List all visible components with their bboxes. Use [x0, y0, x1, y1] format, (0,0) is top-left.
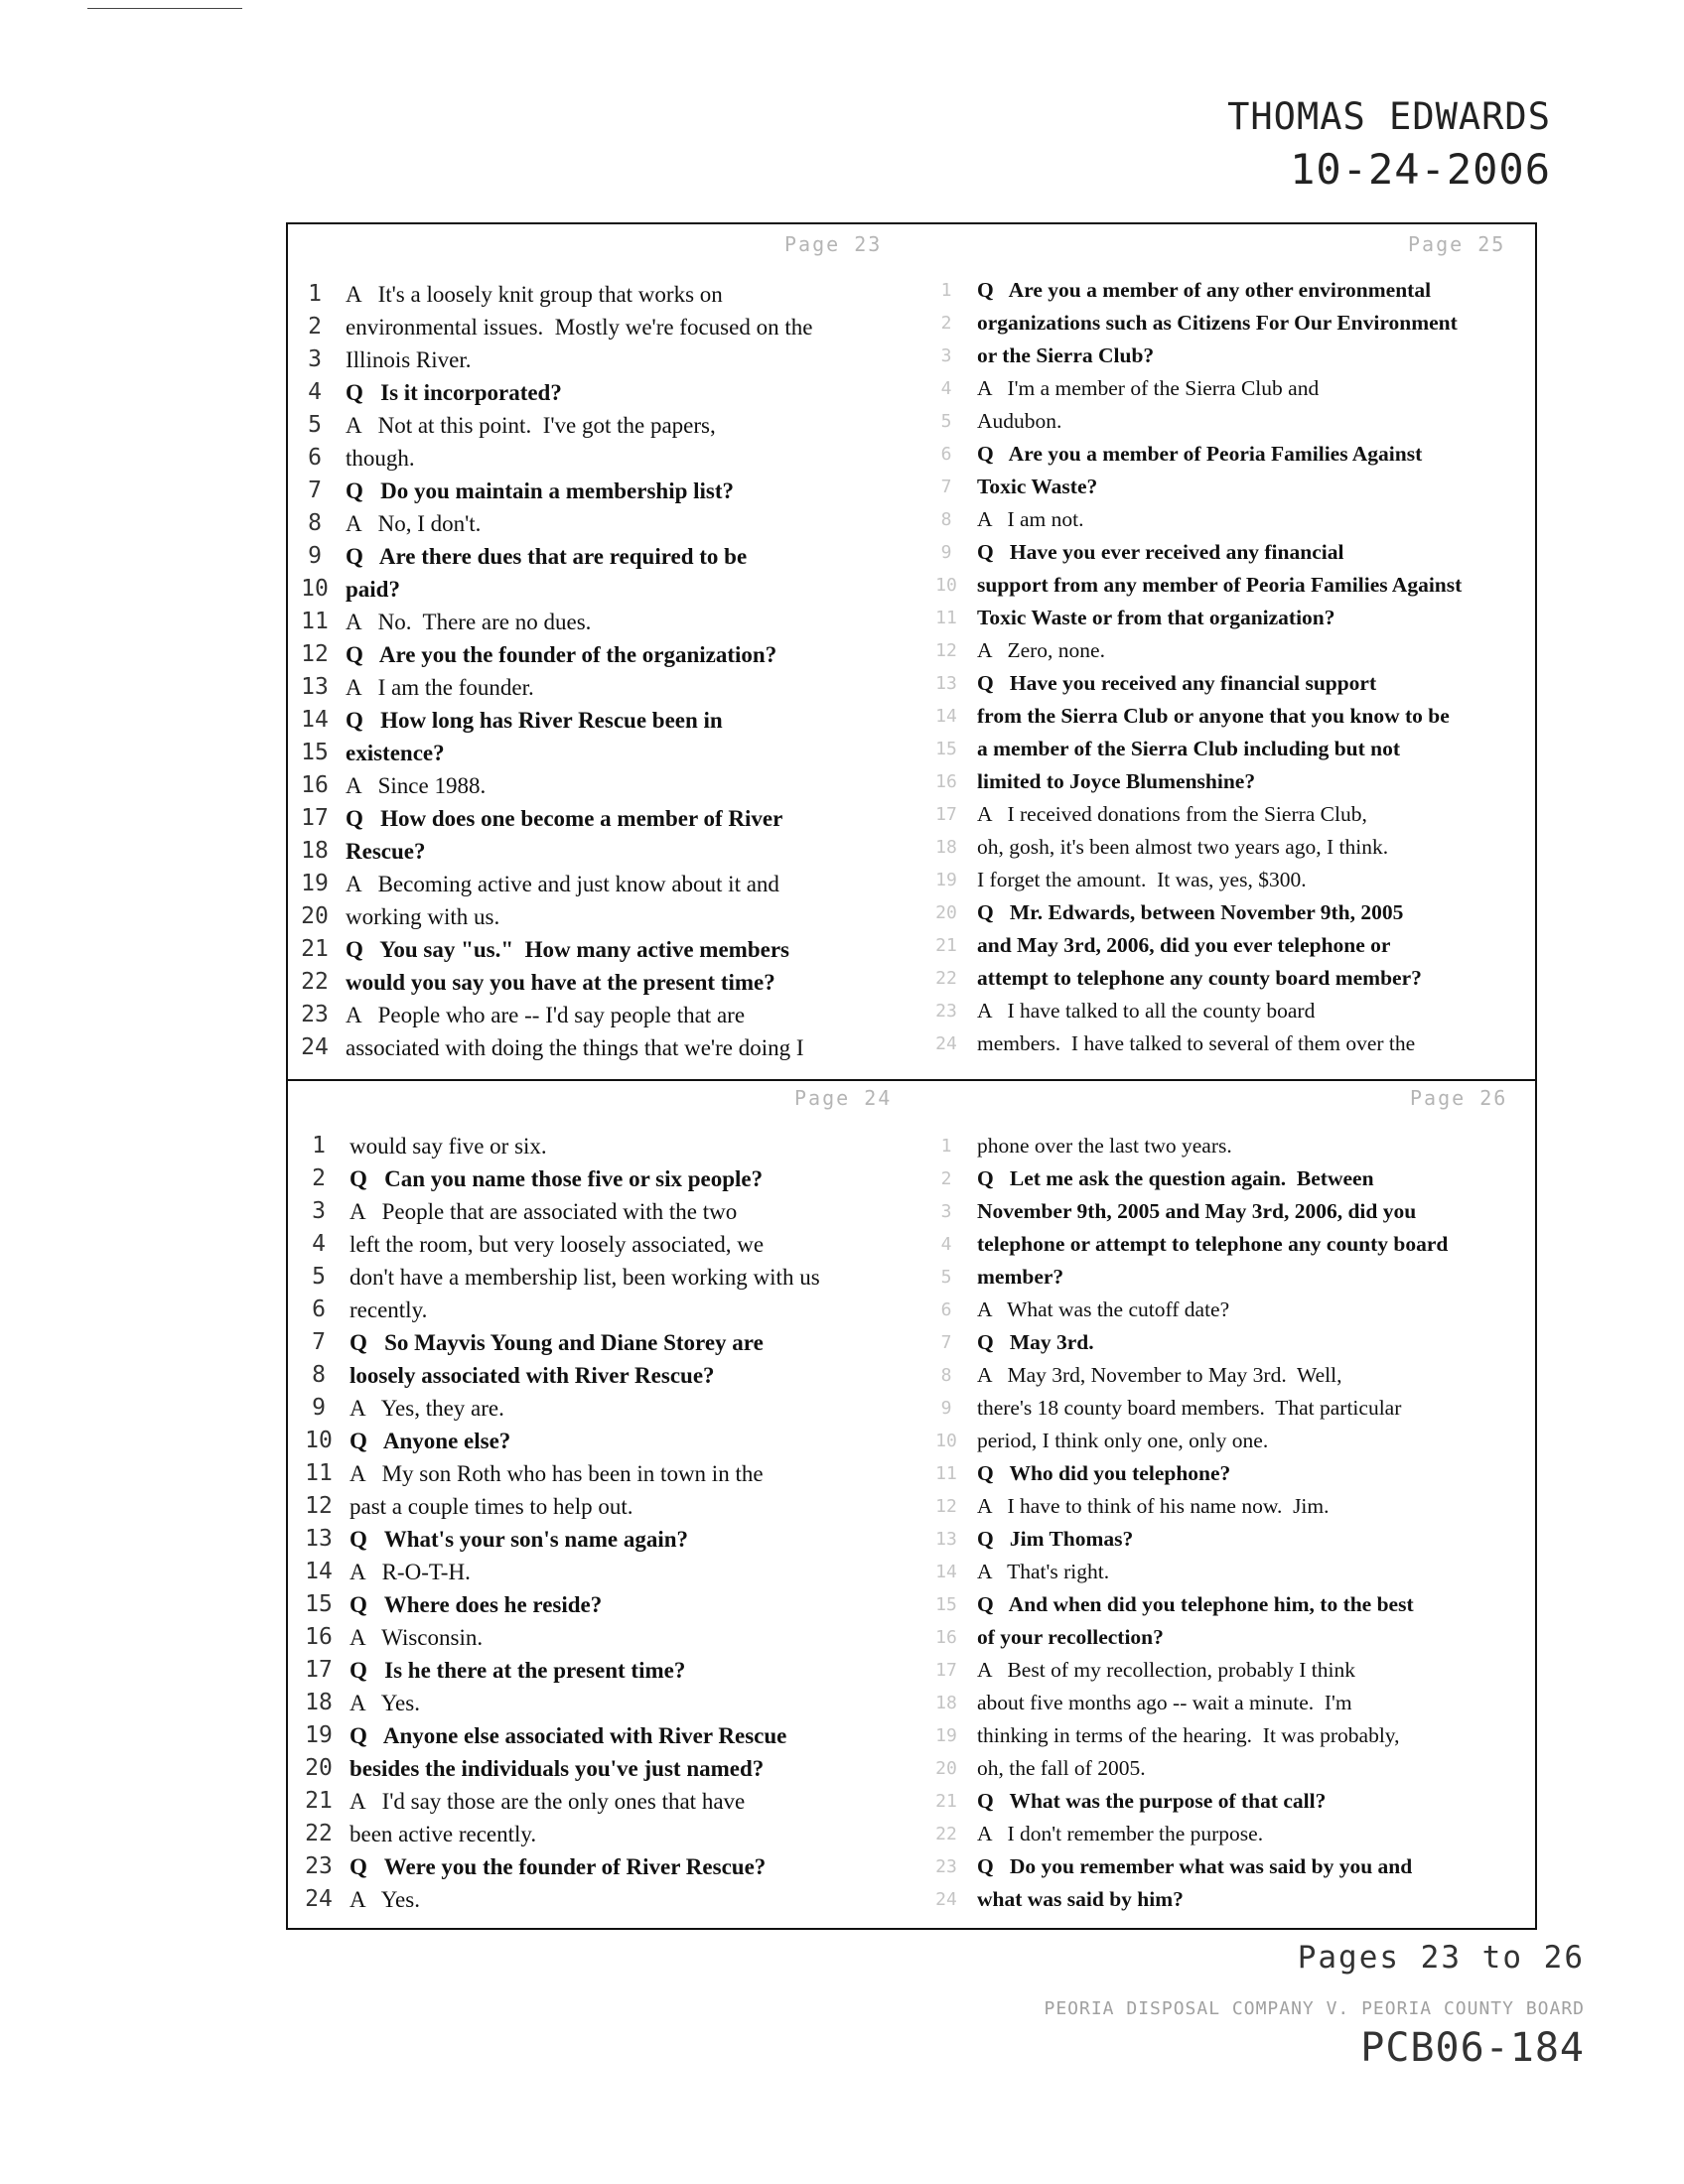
line-number: 23: [301, 1002, 329, 1027]
transcript-line: [925, 667, 1533, 700]
line-number: 10: [935, 575, 957, 596]
transcript-line: [294, 376, 929, 409]
line-number: 9: [940, 542, 952, 563]
question-text: Q Have you ever received any financial: [977, 540, 1344, 564]
answer-text: A Yes.: [350, 1691, 420, 1715]
line-number: 7: [308, 478, 322, 503]
question-text: Q Jim Thomas?: [977, 1527, 1134, 1551]
transcript-line: [925, 634, 1533, 667]
horizontal-divider: [286, 1079, 1537, 1081]
question-text: Q You say "us." How many active members: [346, 937, 789, 962]
transcript-line: [298, 1261, 929, 1294]
transcript-line: [298, 1162, 929, 1195]
line-number: 8: [940, 1365, 952, 1386]
line-number: 21: [935, 935, 957, 956]
question-text: Q Let me ask the question again. Between: [977, 1166, 1374, 1190]
line-number: 20: [935, 902, 957, 923]
question-text: besides the individuals you've just named?: [350, 1756, 765, 1781]
question-text: organizations such as Citizens For Our Environment: [977, 311, 1458, 335]
transcript-line: [925, 1228, 1533, 1261]
line-number: 10: [935, 1431, 957, 1451]
transcript-line: [294, 573, 929, 606]
question-text: Q Do you remember what was said by you and: [977, 1854, 1413, 1878]
transcript-line: [294, 606, 929, 638]
line-number: 15: [305, 1591, 333, 1617]
answer-text: environmental issues. Mostly we're focused on the: [346, 315, 813, 340]
transcript-line: [925, 1294, 1533, 1326]
transcript-line: [925, 1130, 1533, 1162]
question-text: what was said by him?: [977, 1887, 1184, 1911]
line-number: 21: [305, 1788, 333, 1814]
line-number: 12: [305, 1493, 333, 1519]
question-text: Q Where does he reside?: [350, 1592, 603, 1617]
line-number: 22: [301, 969, 329, 995]
transcript-line: [294, 311, 929, 343]
transcript-line: [925, 1359, 1533, 1392]
question-text: would you say you have at the present time?: [346, 970, 775, 995]
line-number: 4: [940, 378, 952, 399]
question-text: from the Sierra Club or anyone that you know to be: [977, 704, 1450, 728]
answer-text: about five months ago -- wait a minute. I'm: [977, 1691, 1352, 1714]
line-number: 18: [935, 837, 957, 858]
line-number: 9: [312, 1395, 326, 1421]
transcript-line: [925, 1588, 1533, 1621]
question-text: Q Who did you telephone?: [977, 1461, 1231, 1485]
answer-text: Illinois River.: [346, 347, 472, 372]
transcript-line: [925, 733, 1533, 765]
line-number: 17: [305, 1657, 333, 1683]
transcript-line: [294, 507, 929, 540]
question-text: Q Anyone else associated with River Rescue: [350, 1723, 787, 1748]
answer-text: there's 18 county board members. That particular: [977, 1396, 1402, 1420]
line-number: 1: [940, 1136, 952, 1157]
transcript-line: [925, 1261, 1533, 1294]
transcript-line: [925, 765, 1533, 798]
transcript-line: [925, 1687, 1533, 1719]
answer-text: period, I think only one, only one.: [977, 1429, 1269, 1452]
answer-text: been active recently.: [350, 1822, 537, 1846]
line-number: 1: [312, 1133, 326, 1159]
transcript-line: [294, 442, 929, 475]
line-number: 3: [312, 1198, 326, 1224]
answer-text: A Best of my recollection, probably I think: [977, 1658, 1355, 1682]
line-number: 19: [935, 870, 957, 890]
transcript-line: [925, 1883, 1533, 1916]
transcript-line: [925, 274, 1533, 307]
answer-text: A Zero, none.: [977, 638, 1105, 662]
line-number: 13: [305, 1526, 333, 1552]
transcript-line: [925, 896, 1533, 929]
line-number: 2: [308, 314, 322, 340]
answer-text: A It's a loosely knit group that works on: [346, 282, 723, 307]
answer-text: A I am not.: [977, 507, 1084, 531]
question-text: Q Are you a member of any other environmental: [977, 278, 1432, 302]
question-text: Q Is he there at the present time?: [350, 1658, 686, 1683]
answer-text: oh, gosh, it's been almost two years ago, I think.: [977, 835, 1389, 859]
transcript-line: [294, 540, 929, 573]
transcript-line: [294, 638, 929, 671]
answer-text: A Yes, they are.: [350, 1396, 504, 1421]
line-number: 6: [308, 445, 322, 471]
line-number: 16: [935, 771, 957, 792]
line-number: 3: [940, 345, 952, 366]
transcript-line: [925, 1490, 1533, 1523]
transcript-line: [298, 1588, 929, 1621]
transcript-line: [298, 1785, 929, 1818]
answer-text: past a couple times to help out.: [350, 1494, 633, 1519]
line-number: 7: [940, 1332, 952, 1353]
question-text: or the Sierra Club?: [977, 343, 1155, 367]
transcript-line: [925, 438, 1533, 471]
question-text: Q So Mayvis Young and Diane Storey are: [350, 1330, 764, 1355]
transcript-line: [294, 671, 929, 704]
answer-text: recently.: [350, 1297, 428, 1322]
line-number: 16: [935, 1627, 957, 1648]
line-number: 6: [312, 1297, 326, 1322]
answer-text: A Yes.: [350, 1887, 420, 1912]
question-text: November 9th, 2005 and May 3rd, 2006, did you: [977, 1199, 1417, 1223]
line-number: 19: [935, 1725, 957, 1746]
line-number: 9: [308, 543, 322, 569]
transcript-line: [925, 798, 1533, 831]
line-number: 11: [935, 608, 957, 628]
transcript-line: [298, 1130, 929, 1162]
transcript-line: [294, 802, 929, 835]
answer-text: thinking in terms of the hearing. It was probably,: [977, 1723, 1400, 1747]
deposition-date: 10-24-2006: [1290, 145, 1551, 194]
question-text: attempt to telephone any county board member?: [977, 966, 1422, 990]
question-text: Q Anyone else?: [350, 1429, 511, 1453]
line-number: 18: [305, 1690, 333, 1715]
line-number: 2: [940, 313, 952, 334]
line-number: 21: [301, 936, 329, 962]
question-text: Q How does one become a member of River: [346, 806, 783, 831]
question-text: Toxic Waste?: [977, 475, 1098, 498]
line-number: 18: [935, 1693, 957, 1713]
line-number: 22: [305, 1821, 333, 1846]
page-label-24: Page 24: [794, 1086, 893, 1110]
line-number: 5: [940, 1267, 952, 1288]
answer-text: working with us.: [346, 904, 500, 929]
answer-text: A I received donations from the Sierra Club,: [977, 802, 1367, 826]
transcript-line: [298, 1392, 929, 1425]
line-number: 20: [301, 903, 329, 929]
transcript-line: [925, 1621, 1533, 1654]
transcript-line: [294, 835, 929, 868]
page-label-25: Page 25: [1408, 232, 1506, 256]
transcript-line: [298, 1457, 929, 1490]
transcript-line: [925, 1425, 1533, 1457]
transcript-line: [294, 769, 929, 802]
line-number: 3: [940, 1201, 952, 1222]
transcript-line: [925, 536, 1533, 569]
transcript-line: [294, 966, 929, 999]
line-number: 15: [935, 1594, 957, 1615]
line-number: 14: [305, 1559, 333, 1584]
answer-text: A No. There are no dues.: [346, 610, 592, 634]
transcript-line: [298, 1556, 929, 1588]
transcript-line: [925, 307, 1533, 340]
transcript-line: [925, 1556, 1533, 1588]
answer-text: A Wisconsin.: [350, 1625, 484, 1650]
deponent-name: THOMAS EDWARDS: [1227, 95, 1551, 138]
line-number: 12: [301, 641, 329, 667]
answer-text: A I'm a member of the Sierra Club and: [977, 376, 1320, 400]
line-number: 23: [935, 1001, 957, 1022]
question-text: member?: [977, 1265, 1064, 1289]
transcript-line: [925, 372, 1533, 405]
transcript-line: [925, 1654, 1533, 1687]
answer-text: oh, the fall of 2005.: [977, 1756, 1146, 1780]
question-text: Q May 3rd.: [977, 1330, 1094, 1354]
question-text: existence?: [346, 741, 445, 765]
question-text: Q Do you maintain a membership list?: [346, 478, 735, 503]
line-number: 6: [940, 1299, 952, 1320]
line-number: 1: [940, 280, 952, 301]
line-number: 4: [312, 1231, 326, 1257]
line-number: 7: [940, 477, 952, 497]
transcript-line: [298, 1719, 929, 1752]
line-number: 19: [301, 871, 329, 896]
line-number: 24: [301, 1034, 329, 1060]
pages-range: Pages 23 to 26: [1297, 1940, 1585, 1976]
transcript-line: [925, 1162, 1533, 1195]
line-number: 6: [940, 444, 952, 465]
line-number: 24: [305, 1886, 333, 1912]
question-text: Q Can you name those five or six people?: [350, 1166, 764, 1191]
transcript-line: [298, 1326, 929, 1359]
line-number: 24: [935, 1033, 957, 1054]
answer-text: A What was the cutoff date?: [977, 1297, 1230, 1321]
transcript-line: [294, 868, 929, 900]
transcript-line: [925, 1818, 1533, 1850]
transcript-line: [298, 1359, 929, 1392]
question-text: Q Mr. Edwards, between November 9th, 2005: [977, 900, 1404, 924]
transcript-line: [925, 962, 1533, 995]
line-number: 12: [935, 1496, 957, 1517]
answer-text: Audubon.: [977, 409, 1062, 433]
answer-text: left the room, but very loosely associated, we: [350, 1232, 765, 1257]
question-text: Toxic Waste or from that organization?: [977, 606, 1335, 629]
transcript-line: [294, 1031, 929, 1064]
answer-text: though.: [346, 446, 415, 471]
question-text: telephone or attempt to telephone any county board: [977, 1232, 1449, 1256]
line-number: 24: [935, 1889, 957, 1910]
answer-text: A I don't remember the purpose.: [977, 1822, 1264, 1845]
line-number: 17: [301, 805, 329, 831]
line-number: 14: [301, 707, 329, 733]
transcript-line: [298, 1621, 929, 1654]
transcript-line: [925, 1850, 1533, 1883]
transcript-line: [298, 1818, 929, 1850]
line-number: 11: [305, 1460, 333, 1486]
question-text: Q Were you the founder of River Rescue?: [350, 1854, 767, 1879]
question-text: support from any member of Peoria Families Against: [977, 573, 1463, 597]
line-number: 5: [940, 411, 952, 432]
transcript-line: [925, 1457, 1533, 1490]
transcript-line: [925, 831, 1533, 864]
transcript-line: [294, 278, 929, 311]
line-number: 8: [312, 1362, 326, 1388]
transcript-line: [925, 1326, 1533, 1359]
transcript-line: [298, 1425, 929, 1457]
transcript-line: [294, 737, 929, 769]
answer-text: phone over the last two years.: [977, 1134, 1232, 1158]
answer-text: A People who are -- I'd say people that are: [346, 1003, 746, 1027]
question-text: Q Are there dues that are required to be: [346, 544, 748, 569]
line-number: 13: [935, 673, 957, 694]
question-text: limited to Joyce Blumenshine?: [977, 769, 1256, 793]
transcript-line: [298, 1195, 929, 1228]
line-number: 2: [312, 1165, 326, 1191]
answer-text: A That's right.: [977, 1560, 1110, 1583]
transcript-line: [925, 1719, 1533, 1752]
line-number: 9: [940, 1398, 952, 1419]
line-number: 20: [935, 1758, 957, 1779]
transcript-line: [925, 700, 1533, 733]
answer-text: A Since 1988.: [346, 773, 487, 798]
transcript-line: [294, 999, 929, 1031]
answer-text: don't have a membership list, been working with us: [350, 1265, 820, 1290]
transcript-line: [298, 1490, 929, 1523]
transcript-line: [298, 1228, 929, 1261]
line-number: 17: [935, 1660, 957, 1681]
transcript-line: [298, 1850, 929, 1883]
transcript-line: [298, 1523, 929, 1556]
transcript-line: [294, 475, 929, 507]
transcript-line: [925, 1752, 1533, 1785]
line-number: 22: [935, 968, 957, 989]
transcript-line: [925, 1392, 1533, 1425]
transcript-line: [925, 405, 1533, 438]
line-number: 8: [940, 509, 952, 530]
transcript-line: [298, 1294, 929, 1326]
line-number: 21: [935, 1791, 957, 1812]
line-number: 12: [935, 640, 957, 661]
page-label-23: Page 23: [784, 232, 883, 256]
case-number: PCB06-184: [1360, 2025, 1585, 2071]
transcript-line: [925, 471, 1533, 503]
answer-text: A R-O-T-H.: [350, 1560, 471, 1584]
transcript-line: [925, 503, 1533, 536]
line-number: 5: [308, 412, 322, 438]
answer-text: A No, I don't.: [346, 511, 482, 536]
answer-text: associated with doing the things that we're doing I: [346, 1035, 804, 1060]
line-number: 3: [308, 346, 322, 372]
transcript-line: [294, 933, 929, 966]
answer-text: A Becoming active and just know about it and: [346, 872, 779, 896]
transcript-line: [925, 1195, 1533, 1228]
page-label-26: Page 26: [1410, 1086, 1508, 1110]
transcript-line: [294, 343, 929, 376]
line-number: 2: [940, 1168, 952, 1189]
line-number: 11: [935, 1463, 957, 1484]
answer-text: I forget the amount. It was, yes, $300.: [977, 868, 1307, 891]
line-number: 11: [301, 609, 329, 634]
question-text: Q Are you a member of Peoria Families Against: [977, 442, 1423, 466]
answer-text: A I'd say those are the only ones that have: [350, 1789, 746, 1814]
question-text: loosely associated with River Rescue?: [350, 1363, 715, 1388]
transcript-line: [925, 1523, 1533, 1556]
line-number: 20: [305, 1755, 333, 1781]
question-text: Q How long has River Rescue been in: [346, 708, 723, 733]
line-number: 23: [935, 1856, 957, 1877]
line-number: 18: [301, 838, 329, 864]
line-number: 15: [301, 740, 329, 765]
transcript-line: [298, 1687, 929, 1719]
line-number: 10: [305, 1428, 333, 1453]
question-text: and May 3rd, 2006, did you ever telephone or: [977, 933, 1391, 957]
question-text: Rescue?: [346, 839, 426, 864]
case-caption: PEORIA DISPOSAL COMPANY V. PEORIA COUNTY BOARD: [1044, 1998, 1585, 2019]
question-text: Q And when did you telephone him, to the best: [977, 1592, 1414, 1616]
transcript-line: [298, 1752, 929, 1785]
line-number: 16: [305, 1624, 333, 1650]
transcript-line: [925, 602, 1533, 634]
transcript-line: [298, 1883, 929, 1916]
line-number: 8: [308, 510, 322, 536]
question-text: Q What was the purpose of that call?: [977, 1789, 1327, 1813]
question-text: Q What's your son's name again?: [350, 1527, 689, 1552]
transcript-line: [298, 1654, 929, 1687]
line-number: 19: [305, 1722, 333, 1748]
line-number: 22: [935, 1824, 957, 1844]
transcript-line: [925, 1785, 1533, 1818]
line-number: 7: [312, 1329, 326, 1355]
question-text: Q Are you the founder of the organization?: [346, 642, 777, 667]
transcript-line: [294, 409, 929, 442]
question-text: Q Is it incorporated?: [346, 380, 562, 405]
top-rule: [87, 8, 242, 9]
line-number: 4: [940, 1234, 952, 1255]
answer-text: A People that are associated with the two: [350, 1199, 738, 1224]
transcript-line: [925, 864, 1533, 896]
line-number: 17: [935, 804, 957, 825]
transcript-line: [925, 929, 1533, 962]
line-number: 23: [305, 1853, 333, 1879]
answer-text: members. I have talked to several of them over the: [977, 1031, 1416, 1055]
transcript-line: [925, 995, 1533, 1027]
answer-text: A Not at this point. I've got the papers,: [346, 413, 716, 438]
line-number: 14: [935, 706, 957, 727]
answer-text: A I have talked to all the county board: [977, 999, 1316, 1023]
answer-text: A My son Roth who has been in town in the: [350, 1461, 764, 1486]
transcript-line: [925, 340, 1533, 372]
transcript-line: [925, 569, 1533, 602]
line-number: 14: [935, 1562, 957, 1582]
line-number: 13: [935, 1529, 957, 1550]
question-text: a member of the Sierra Club including but not: [977, 737, 1401, 760]
answer-text: would say five or six.: [350, 1134, 547, 1159]
transcript-line: [294, 704, 929, 737]
line-number: 1: [308, 281, 322, 307]
transcript-line: [294, 900, 929, 933]
line-number: 15: [935, 739, 957, 759]
transcript-line: [925, 1027, 1533, 1060]
line-number: 5: [312, 1264, 326, 1290]
question-text: Q Have you received any financial support: [977, 671, 1377, 695]
answer-text: A May 3rd, November to May 3rd. Well,: [977, 1363, 1342, 1387]
answer-text: A I have to think of his name now. Jim.: [977, 1494, 1330, 1518]
line-number: 16: [301, 772, 329, 798]
line-number: 13: [301, 674, 329, 700]
answer-text: A I am the founder.: [346, 675, 534, 700]
question-text: paid?: [346, 577, 400, 602]
line-number: 10: [301, 576, 329, 602]
line-number: 4: [308, 379, 322, 405]
question-text: of your recollection?: [977, 1625, 1164, 1649]
